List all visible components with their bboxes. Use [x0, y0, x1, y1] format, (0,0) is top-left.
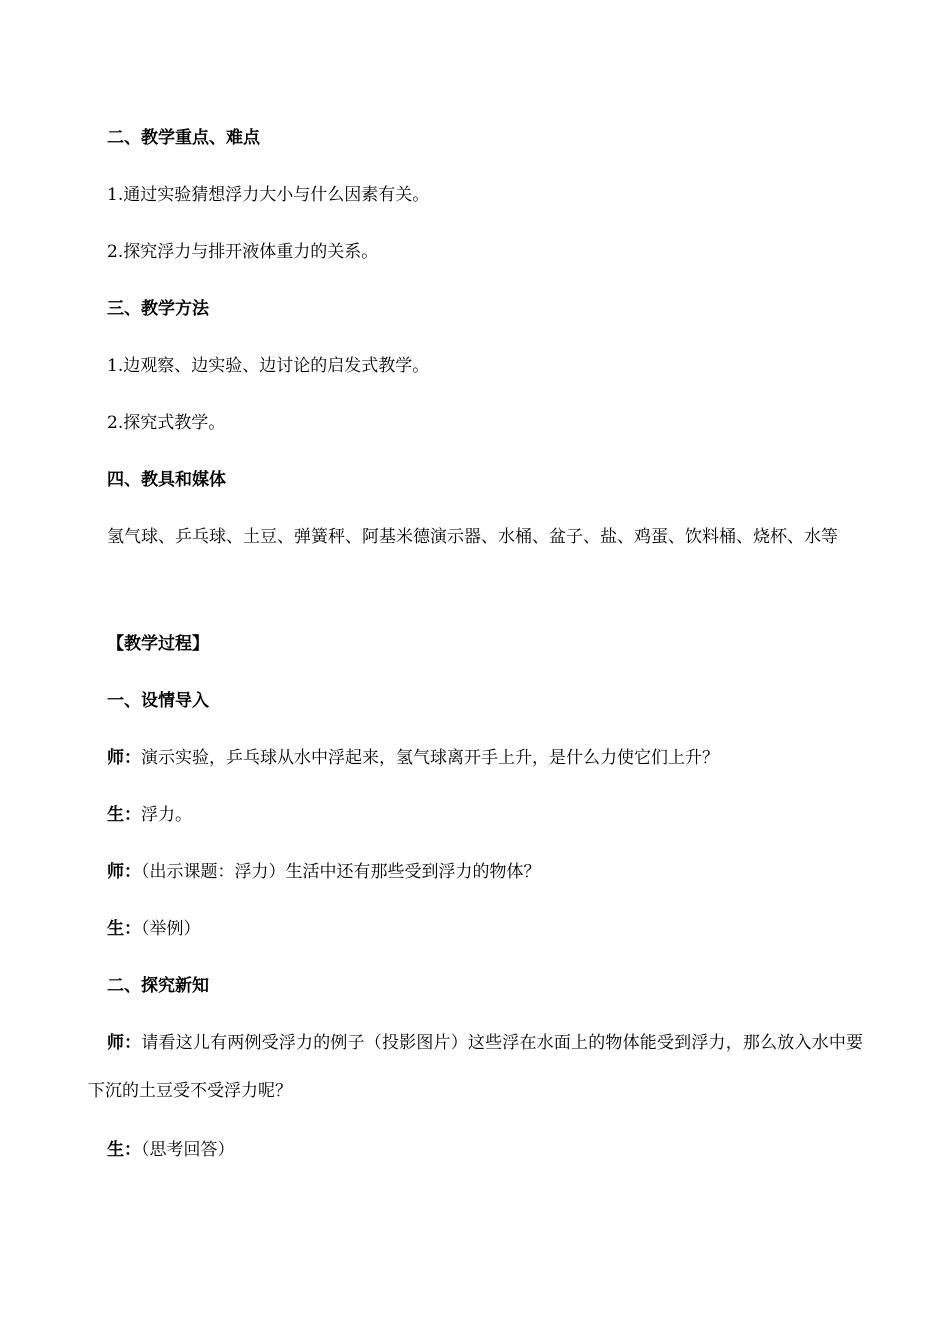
part-heading-introduction: 一、设情导入 — [107, 691, 209, 711]
speaker-label: 师： — [107, 748, 141, 768]
key-point-item-1: 1.通过实验猜想浮力大小与什么因素有关。 — [107, 185, 430, 205]
section-heading-methods: 三、教学方法 — [107, 299, 209, 319]
dialogue-text: （举例） — [141, 919, 201, 939]
dialogue-line — [107, 917, 201, 941]
speaker-label: 生： — [107, 1140, 141, 1160]
method-item-1: 1.边观察、边实验、边讨论的启发式教学。 — [107, 356, 430, 376]
speaker-label: 生： — [107, 805, 141, 825]
speaker-label: 师： — [107, 1033, 142, 1053]
dialogue-text: （思考回答） — [141, 1140, 235, 1160]
materials-paragraph: 氢气球、乒乓球、土豆、弹簧秤、阿基米德演示器、水桶、盆子、盐、鸡蛋、饮料桶、烧杯、水等 — [107, 527, 838, 547]
section-heading-key-points: 二、教学重点、难点 — [107, 128, 260, 148]
process-title: 【教学过程】 — [107, 634, 209, 654]
dialogue-line — [107, 746, 719, 770]
dialogue-text: 浮力。 — [141, 805, 192, 825]
dialogue-line — [107, 860, 541, 884]
part-heading-exploration: 二、探究新知 — [107, 976, 209, 996]
dialogue-line — [107, 803, 192, 827]
key-point-item-2: 2.探究浮力与排开液体重力的关系。 — [107, 242, 379, 262]
dialogue-text: 演示实验，乒乓球从水中浮起来，氢气球离开手上升，是什么力使它们上升？ — [141, 748, 719, 768]
dialogue-text: （出示课题：浮力）生活中还有那些受到浮力的物体？ — [141, 862, 541, 882]
speaker-label: 师： — [107, 862, 141, 882]
dialogue-line — [107, 1138, 235, 1162]
speaker-label: 生： — [107, 919, 141, 939]
section-heading-materials: 四、教具和媒体 — [107, 470, 226, 490]
method-item-2: 2.探究式教学。 — [107, 413, 226, 433]
dialogue-text: 请看这儿有两例受浮力的例子（投影图片）这些浮在水面上的物体能受到浮力，那么放入水中要下沉的土豆受不受浮力呢？ — [88, 1033, 864, 1101]
dialogue-paragraph — [88, 1019, 863, 1115]
